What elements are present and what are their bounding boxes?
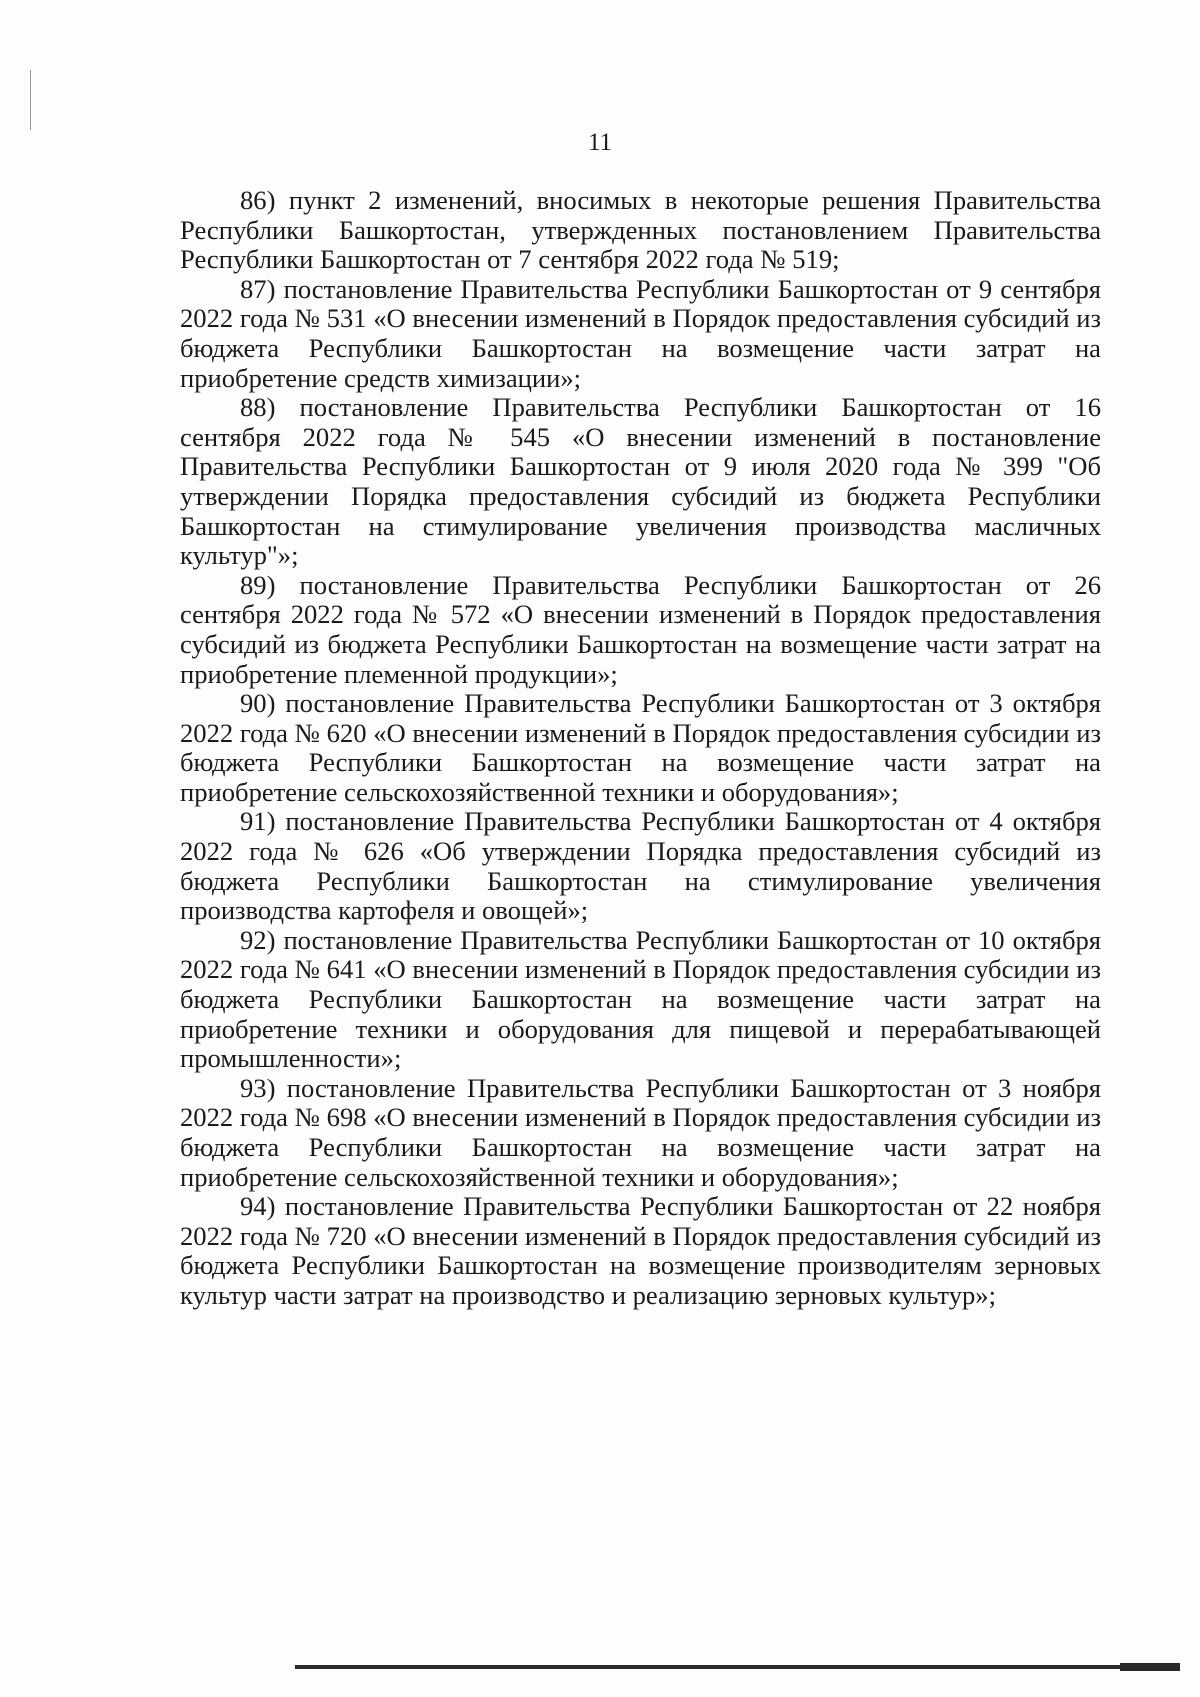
page-number: 11 — [587, 129, 613, 156]
list-item-86: 86) пункт 2 изменений, вносимых в некоторые решения Правительства Республики Башкортостан, утвержденных постановлением Правительства Республики Башкортостан от 7 сентября 2022 года № 519; — [180, 185, 1101, 275]
list-item-89: 89) постановление Правительства Республики Башкортостан от 26 сентября 2022 года № 572 «О внесении изменений в Порядок предоставления субсидий из бюджета Республики Башкортостан на возмещение части затрат на приобретение племенной продукции»; — [180, 569, 1101, 689]
bottom-scan-edge-thick — [1120, 1663, 1180, 1671]
list-item-87: 87) постановление Правительства Республики Башкортостан от 9 сентября 2022 года № 531 «О внесении изменений в Порядок предоставления субсидий из бюджета Республики Башкортостан на возмещение части затрат на приобретение средств химизации»; — [180, 273, 1101, 393]
document-body — [180, 186, 1101, 1311]
list-item-93: 93) постановление Правительства Республики Башкортостан от 3 ноября 2022 года № 698 «О внесении изменений в Порядок предоставления субсидии из бюджета Республики Башкортостан на возмещение части затрат на приобретение сельскохозяйственной техники и оборудования»; — [180, 1072, 1101, 1192]
bottom-scan-edge — [295, 1665, 1180, 1669]
list-item-88: 88) постановление Правительства Республики Башкортостан от 16 сентября 2022 года № 545 «О внесении изменений в постановление Правительства Республики Башкортостан от 9 июля 2020 года № 399 "Об утверждении Порядка предоставления субсидий из бюджета Республики Башкортостан на стимулирование увеличения производства масличных культур"»; — [180, 392, 1101, 571]
scan-artifact-line — [30, 70, 31, 130]
list-item-90: 90) постановление Правительства Республики Башкортостан от 3 октября 2022 года № 620 «О внесении изменений в Порядок предоставления субсидии из бюджета Республики Башкортостан на возмещение части затрат на приобретение сельскохозяйственной техники и оборудования»; — [180, 688, 1101, 807]
list-item-91: 91) постановление Правительства Республики Башкортостан от 4 октября 2022 года № 626 «Об утверждении Порядка предоставления субсидий из бюджета Республики Башкортостан на стимулирование увеличения производства картофеля и овощей»; — [180, 806, 1101, 926]
list-item-94: 94) постановление Правительства Республики Башкортостан от 22 ноября 2022 года № 720 «О внесении изменений в Порядок предоставления субсидий из бюджета Республики Башкортостан на возмещение производителям зерновых культур части затрат на производство и реализацию зерновых культур»; — [180, 1191, 1101, 1310]
list-item-92: 92) постановление Правительства Республики Башкортостан от 10 октября 2022 года № 641 «О внесении изменений в Порядок предоставления субсидии из бюджета Республики Башкортостан на возмещение части затрат на приобретение техники и оборудования для пищевой и перерабатывающей промышленности»; — [180, 924, 1101, 1074]
